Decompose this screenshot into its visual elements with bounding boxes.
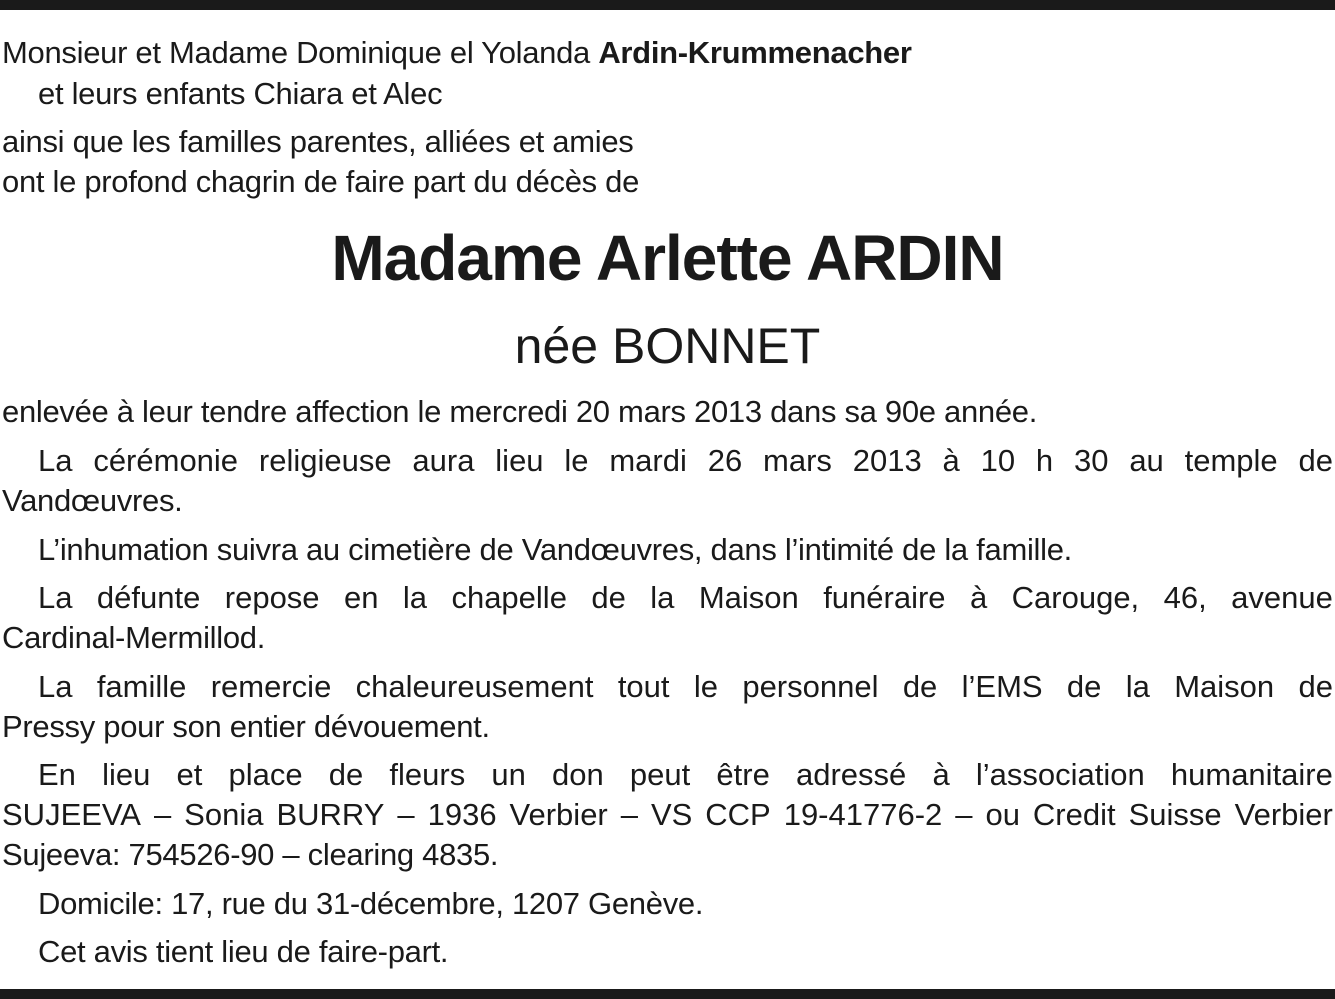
word: Suisse <box>1128 797 1222 832</box>
word: adressé <box>796 757 907 792</box>
rest-line <box>38 578 1333 618</box>
word: 30 <box>1074 443 1109 478</box>
word: 2013 <box>852 443 922 478</box>
word: Verbier <box>1234 797 1333 832</box>
word: humanitaire <box>1170 757 1333 792</box>
ceremony-line-end: Vandœuvres. <box>2 483 183 518</box>
header-line-2: et leurs enfants Chiara et Alec <box>38 76 443 111</box>
word: – <box>153 797 172 832</box>
word: 10 <box>980 443 1016 478</box>
word: de <box>902 669 938 704</box>
word: Verbier <box>509 797 608 832</box>
word: Sonia <box>184 797 264 832</box>
word: – <box>397 797 415 832</box>
word: la <box>650 580 675 615</box>
word: 19-41776-2 <box>783 797 943 832</box>
word: à <box>969 580 988 615</box>
word: ou <box>985 797 1020 832</box>
deceased-name: Madame Arlette ARDIN <box>331 222 1004 294</box>
word: La <box>38 669 73 704</box>
word: Maison <box>698 580 799 615</box>
word: 46, <box>1163 580 1207 615</box>
word: le <box>564 443 589 478</box>
word: La <box>38 443 73 478</box>
word: aura <box>412 443 475 478</box>
word: cérémonie <box>93 443 239 478</box>
word: personnel <box>742 669 879 704</box>
death-announcement-line: enlevée à leur tendre affection le mercredi 20 mars 2013 dans sa 90e année. <box>2 394 1038 429</box>
word: de <box>1298 443 1333 478</box>
family-name: Ardin-Krummenacher <box>598 35 912 70</box>
word: mars <box>763 443 832 478</box>
word: peut <box>629 757 691 792</box>
maiden-name: née BONNET <box>514 318 821 374</box>
word: chapelle <box>451 580 567 615</box>
word: défunte <box>96 580 201 615</box>
word: la <box>1125 669 1150 704</box>
thanks-line <box>38 667 1333 707</box>
word: remercie <box>210 669 332 704</box>
top-rule <box>0 0 1335 10</box>
word: don <box>552 757 604 792</box>
word: repose <box>224 580 320 615</box>
word: tout <box>617 669 670 704</box>
bottom-rule <box>0 989 1335 999</box>
word: mardi <box>609 443 687 478</box>
word: religieuse <box>258 443 392 478</box>
word: la <box>402 580 428 615</box>
donation-line-1 <box>38 755 1333 795</box>
word: de <box>1066 669 1102 704</box>
word: temple <box>1184 443 1278 478</box>
word: le <box>693 669 718 704</box>
word: lieu <box>495 443 544 478</box>
ceremony-line <box>38 441 1333 481</box>
word: SUJEEVA <box>2 797 141 832</box>
word: – <box>955 797 973 832</box>
header-line-3: ainsi que les familles parentes, alliées et amies <box>2 124 634 159</box>
word: chaleureusement <box>355 669 594 704</box>
word: Maison <box>1174 669 1275 704</box>
word: En <box>38 757 76 792</box>
rest-line-end: Cardinal-Mermillod. <box>2 620 266 655</box>
header-line-1 <box>2 33 912 73</box>
parents-names: Monsieur et Madame Dominique el Yolanda <box>2 35 599 70</box>
word: CCP <box>705 797 771 832</box>
donation-line-2 <box>2 795 1333 835</box>
word: de <box>591 580 626 615</box>
word: funéraire <box>823 580 946 615</box>
word: lieu <box>102 757 151 792</box>
word: VS <box>650 797 693 832</box>
word: avenue <box>1231 580 1333 615</box>
donation-line-end: Sujeeva: 754526-90 – clearing 4835. <box>2 837 499 872</box>
word: l’association <box>975 757 1145 792</box>
word: Carouge, <box>1011 580 1140 615</box>
word: La <box>38 580 73 615</box>
word: de <box>328 757 364 792</box>
word: à <box>932 757 950 792</box>
header-line-4: ont le profond chagrin de faire part du décès de <box>2 164 640 199</box>
word: et <box>176 757 203 792</box>
word: place <box>228 757 303 792</box>
word: à <box>942 443 960 478</box>
word: – <box>620 797 638 832</box>
word: un <box>491 757 526 792</box>
word: être <box>716 757 770 792</box>
word: h <box>1035 443 1054 478</box>
closing-line: Cet avis tient lieu de faire-part. <box>38 934 449 969</box>
word: 26 <box>707 443 743 478</box>
thanks-line-end: Pressy pour son entier dévouement. <box>2 709 490 744</box>
domicile-line: Domicile: 17, rue du 31-décembre, 1207 Genève. <box>38 886 704 921</box>
word: l’EMS <box>961 669 1043 704</box>
word: fleurs <box>389 757 466 792</box>
word: famille <box>96 669 187 704</box>
burial-line: L’inhumation suivra au cimetière de Vandœuvres, dans l’intimité de la famille. <box>38 532 1072 567</box>
word: 1936 <box>427 797 497 832</box>
word: en <box>343 580 379 615</box>
word: de <box>1298 669 1333 704</box>
word: BURRY <box>276 797 385 832</box>
word: au <box>1129 443 1164 478</box>
word: Credit <box>1032 797 1116 832</box>
